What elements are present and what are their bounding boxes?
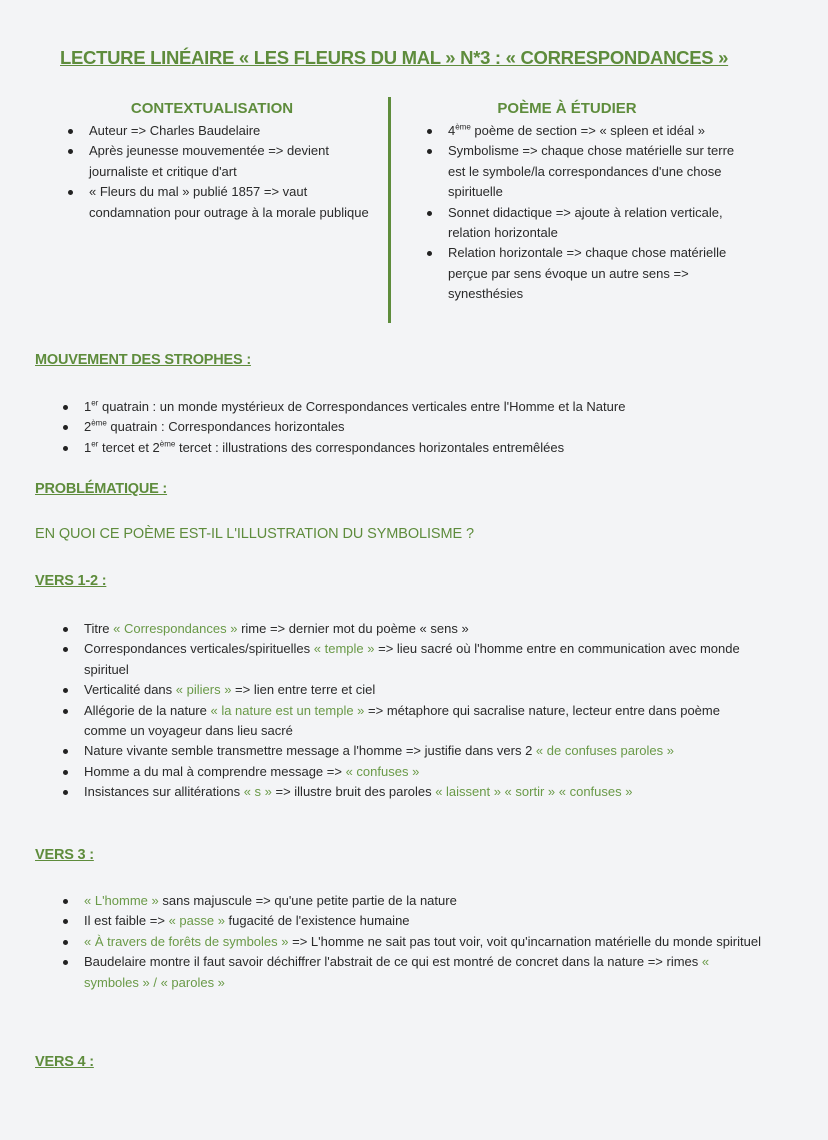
column-divider — [388, 97, 391, 323]
bullet-text: rime => dernier mot du poème « sens » — [237, 621, 469, 636]
bullet-item — [62, 417, 782, 437]
bullet-text: Relation horizontale => chaque chose matérielle perçue par sens évoque un autre sens => synesthésies — [448, 245, 727, 302]
superscript-text: er — [91, 439, 99, 449]
quoted-text: « temple » — [313, 641, 375, 657]
quoted-text: « de confuses paroles » — [535, 743, 674, 759]
quoted-text: « À travers de forêts de symboles » — [84, 933, 289, 949]
bullet-text: Baudelaire montre il faut savoir déchiffrer l'abstrait de ce qui est montré de concret dans la nature => rimes — [84, 954, 702, 970]
bullet-text: Auteur => Charles Baudelaire — [89, 123, 261, 138]
bullet-item — [426, 203, 746, 244]
bullet-text: sans majuscule => qu'une petite partie de la nature — [158, 893, 457, 908]
context-list — [67, 121, 372, 223]
bullet-item — [62, 891, 762, 911]
poem-heading: POÈME À ÉTUDIER — [497, 100, 637, 117]
bullet-text: tercet et 2 — [98, 439, 160, 455]
bullet-text: => L'homme ne sait pas tout voir, voit qu'incarnation matérielle du monde spirituel — [288, 933, 761, 949]
bullet-item — [62, 782, 752, 802]
context-heading: CONTEXTUALISATION — [130, 100, 294, 117]
document-title: LECTURE LINÉAIRE « LES FLEURS DU MAL » N*3 : « CORRESPONDANCES » — [60, 47, 729, 68]
bullet-text: tercet : illustrations des correspondances horizontales entremêlées — [175, 439, 565, 455]
bullet-text: Titre — [84, 621, 114, 636]
bullet-text: quatrain : Correspondances horizontales — [106, 419, 345, 435]
bullet-text: Insistances sur allitérations — [84, 784, 244, 800]
bullet-text: Nature vivante semble transmettre message a l'homme => justifie dans vers 2 — [84, 743, 536, 759]
bullet-text: Après jeunesse mouvementée => devient journaliste et critique d'art — [89, 143, 329, 179]
bullet-text: => lieu sacré où l'homme entre en communication avec monde spirituel — [84, 641, 740, 677]
superscript-text: er — [91, 398, 99, 408]
bullet-text: Homme a du mal à comprendre message => — [84, 763, 346, 779]
vers4-heading: VERS 4 : — [35, 1054, 94, 1070]
bullet-item — [62, 952, 762, 993]
bullet-text: quatrain : un monde mystérieux de Correspondances verticales entre l'Homme et la Nature — [98, 399, 626, 414]
bullet-item — [62, 741, 752, 761]
bullet-item — [426, 121, 746, 141]
bullet-item — [62, 639, 752, 680]
quoted-text: « la nature est un temple » — [210, 702, 365, 718]
movement-heading: MOUVEMENT DES STROPHES : — [35, 352, 251, 368]
bullet-item — [426, 243, 746, 304]
vers12-heading: VERS 1-2 : — [35, 573, 107, 589]
bullet-item — [426, 141, 746, 202]
bullet-text: Correspondances verticales/spirituelles — [84, 641, 314, 657]
superscript-text: ème — [159, 439, 176, 449]
bullet-text: Symbolisme => chaque chose matérielle sur terre est le symbole/la correspondances d'une chose spirituelle — [448, 143, 735, 200]
superscript-text: ème — [455, 122, 471, 132]
bullet-text: 1 — [84, 439, 92, 455]
bullet-item — [67, 182, 372, 223]
vers3-list — [62, 891, 762, 993]
bullet-item — [62, 701, 752, 742]
bullet-item — [62, 932, 762, 952]
bullet-text: => illustre bruit des paroles — [271, 784, 436, 800]
bullet-text: 2 — [84, 419, 92, 435]
bullet-text: Il est faible => — [84, 913, 169, 929]
bullet-text: fugacité de l'existence humaine — [224, 913, 410, 929]
bullet-text: Sonnet didactique => ajoute à relation verticale, relation horizontale — [448, 204, 723, 241]
problematique-heading: PROBLÉMATIQUE : — [35, 481, 168, 497]
bullet-text: 1 — [84, 399, 92, 414]
bullet-text: Allégorie de la nature — [84, 702, 211, 718]
poem-list — [426, 121, 746, 305]
quoted-text: « piliers » — [175, 682, 232, 698]
bullet-text: « Fleurs du mal » publié 1857 => vaut condamnation pour outrage à la morale publique — [89, 184, 369, 220]
quoted-text: « Correspondances » — [113, 621, 238, 636]
bullet-item — [62, 438, 782, 458]
bullet-item — [62, 619, 752, 639]
quoted-text: « confuses » — [345, 763, 420, 779]
vers12-list — [62, 619, 752, 803]
quoted-text: « laissent » « sortir » « confuses » — [435, 784, 633, 800]
problematique-question: EN QUOI CE POÈME EST-IL L'ILLUSTRATION DU SYMBOLISME ? — [35, 526, 474, 542]
bullet-item — [67, 121, 372, 141]
quoted-text: « symboles » / « paroles » — [84, 954, 710, 990]
bullet-item — [62, 762, 752, 782]
bullet-text: poème de section => « spleen et idéal » — [470, 123, 705, 138]
quoted-text: « L'homme » — [84, 893, 159, 908]
vers3-heading: VERS 3 : — [35, 847, 94, 863]
bullet-text: => lien entre terre et ciel — [231, 682, 376, 698]
superscript-text: ème — [91, 419, 107, 429]
bullet-item — [62, 680, 752, 700]
movement-list — [62, 397, 782, 458]
quoted-text: « passe » — [168, 913, 225, 929]
bullet-text: => métaphore qui sacralise nature, lecteur entre dans poème comme un voyageur dans lieu sacré — [84, 702, 720, 739]
bullet-item — [62, 397, 782, 417]
bullet-item — [62, 911, 762, 931]
bullet-text: Verticalité dans — [84, 682, 176, 698]
bullet-item — [67, 141, 372, 182]
quoted-text: « s » — [243, 784, 272, 800]
bullet-text: 4 — [448, 123, 456, 138]
